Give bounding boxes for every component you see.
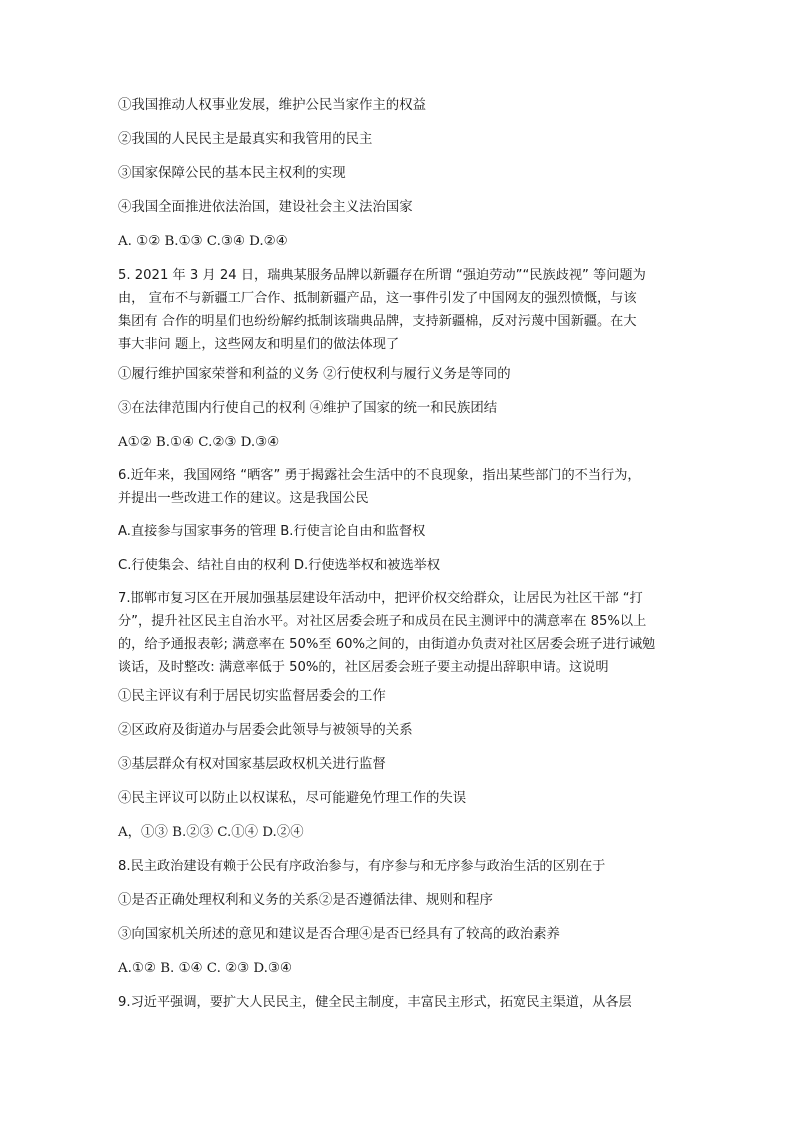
question-5-stem: 5. 2021 年 3 月 24 日，瑞典某服务品牌以新疆存在所谓 “强迫劳动”“民族歧视” 等问题为 — [118, 268, 646, 283]
option-line: ①履行维护国家荣誉和利益的义务 ②行使权利与履行义务是等同的 — [118, 367, 511, 382]
answer-choices: A. ①② B.①③ C.③④ D.②④ — [118, 234, 288, 249]
option-line: ①民主评议有利于居民切实监督居委会的工作 — [118, 689, 386, 704]
option-line: ②区政府及街道办与居委会此领导与被领导的关系 — [118, 723, 413, 738]
option-line: ④我国全面推进依法治国，建设社会主义法治国家 — [118, 200, 413, 215]
option-line: ③国家保障公民的基本民主权利的实现 — [118, 166, 346, 181]
answer-choices: A.①② B. ①④ C. ②③ D.③④ — [118, 961, 292, 976]
option-line: ③在法律范围内行使自己的权利 ④维护了国家的统一和民族团结 — [118, 401, 498, 416]
answer-choices: A，①③ B.②③ C.①④ D.②④ — [118, 825, 304, 840]
question-6-stem: 6.近年来，我国网络 “晒客” 勇于揭露社会生活中的不良现象，指出某些部门的不当行为， — [118, 468, 641, 483]
question-5-stem: 集团有 合作的明星们也纷纷解约抵制该瑞典品牌，支持新疆棉，反对污蔑中国新疆。在大 — [118, 314, 637, 329]
option-line: ③向国家机关所述的意见和建议是否合理④是否已经具有了较高的政治素养 — [118, 927, 560, 942]
question-7-stem: 的，给予通报表彰; 满意率在 50%至 60%之间的，由街道办负责对社区居委会班子进行诫勉 — [118, 637, 656, 652]
question-7-stem: 7.邯郸市复习区在开展加强基层建设年活动中，把评价权交给群众，让居民为社区干部 “打 — [118, 591, 643, 606]
option-line: ①我国推动人权事业发展，维护公民当家作主的权益 — [118, 98, 426, 113]
question-9-stem: 9.习近平强调，要扩大人民民主，健全民主制度，丰富民主形式，拓宽民主渠道，从各层 — [118, 995, 632, 1010]
answer-choices: A①② B.①④ C.②③ D.③④ — [118, 435, 280, 450]
question-5-stem: 由， 宣布不与新疆工厂合作、抵制新疆产品，这一事件引发了中国网友的强烈愤慨，与该 — [118, 291, 637, 306]
question-7-stem: 谈话，及时整改: 满意率低于 50%的，社区居委会班子要主动提出辞职申请。这说明 — [118, 660, 609, 675]
question-6-stem: 并提出一些改进工作的建议。这是我国公民 — [118, 491, 369, 506]
answer-choices: A.直接参与国家事务的管理 B.行使言论自由和监督权 — [118, 524, 426, 539]
option-line: ③基层群众有权对国家基层政权机关进行监督 — [118, 757, 386, 772]
option-line: ①是否正确处理权利和义务的关系②是否遵循法律、规则和程序 — [118, 893, 493, 908]
answer-choices: C.行使集会、结社自由的权利 D.行使选举权和被选举权 — [118, 558, 441, 573]
option-line: ②我国的人民民主是最真实和我管用的民主 — [118, 132, 373, 147]
question-8-stem: 8.民主政治建设有赖于公民有序政治参与，有序参与和无序参与政治生活的区别在于 — [118, 859, 606, 874]
option-line: ④民主评议可以防止以权谋私，尽可能避免竹理工作的失误 — [118, 791, 467, 806]
question-7-stem: 分”，提升社区民主自治水平。对社区居委会班子和成员在民主测评中的满意率在 85%以上 — [118, 614, 647, 629]
question-5-stem: 事大非问 题上，这些网友和明星们的做法体现了 — [118, 337, 400, 352]
